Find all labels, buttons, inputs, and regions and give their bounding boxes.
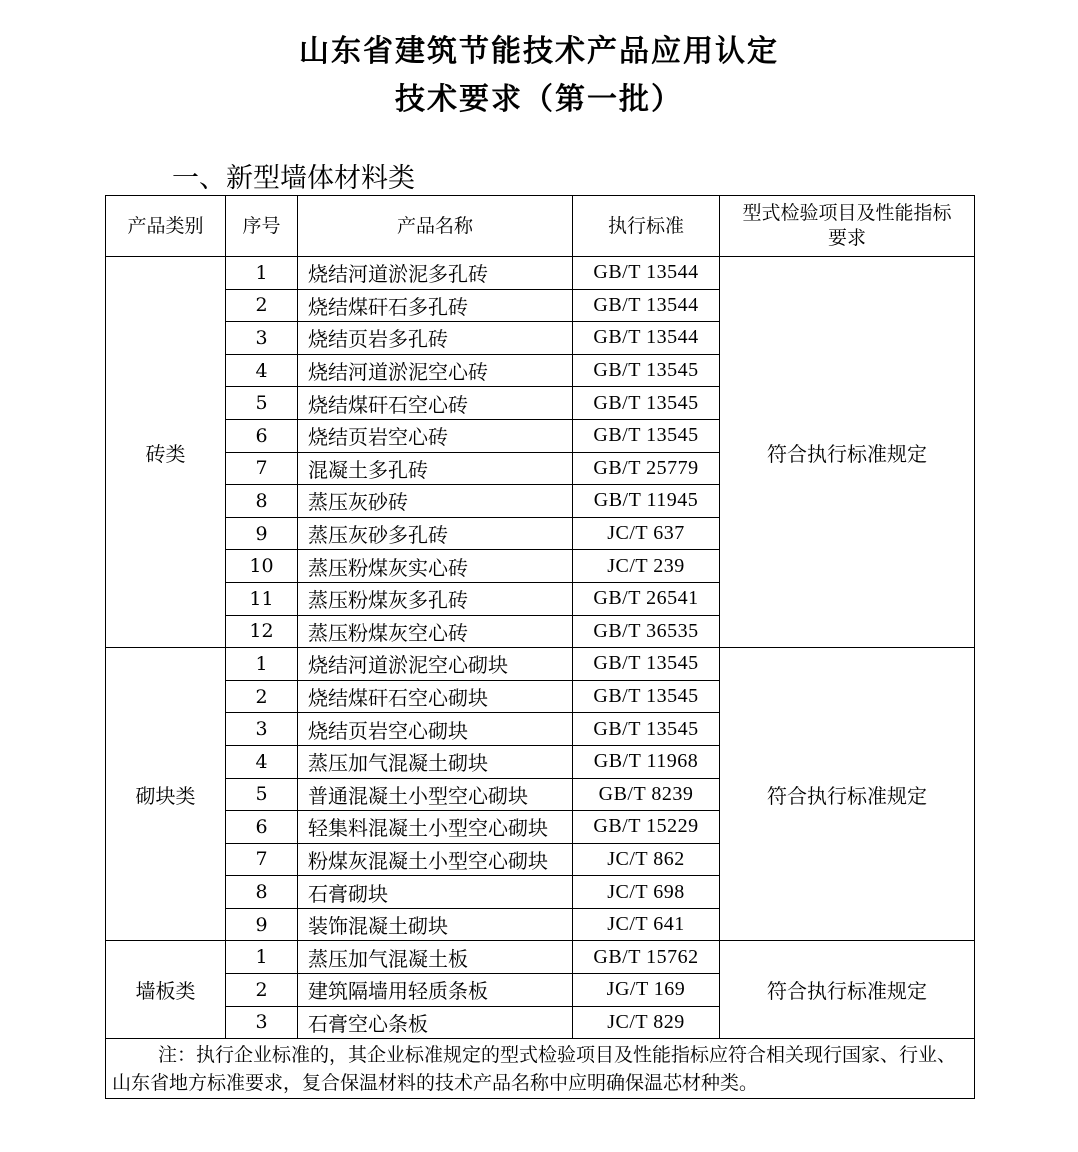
- number-cell: 1: [226, 941, 298, 974]
- note-row: [106, 1039, 975, 1099]
- standard-cell: JC/T 641: [573, 908, 720, 941]
- number-cell: 5: [226, 778, 298, 811]
- number-cell: 9: [226, 517, 298, 550]
- product-name-cell: 蒸压粉煤灰实心砖: [298, 550, 573, 583]
- header-number: 序号: [226, 196, 298, 257]
- table-row: [106, 257, 975, 290]
- standard-cell: GB/T 11945: [573, 485, 720, 518]
- standard-cell: GB/T 25779: [573, 452, 720, 485]
- product-name-cell: 烧结河道淤泥空心砌块: [298, 648, 573, 681]
- product-name-cell: 烧结页岩空心砖: [298, 419, 573, 452]
- standard-cell: GB/T 13545: [573, 354, 720, 387]
- product-table: [105, 195, 975, 1099]
- note-cell: [106, 1039, 975, 1099]
- product-name-cell: 混凝土多孔砖: [298, 452, 573, 485]
- product-name-cell: 装饰混凝土砌块: [298, 908, 573, 941]
- standard-cell: GB/T 11968: [573, 745, 720, 778]
- requirement-cell: 符合执行标准规定: [720, 648, 975, 941]
- header-requirement: 型式检验项目及性能指标要求: [720, 196, 975, 257]
- product-name-cell: 蒸压加气混凝土砌块: [298, 745, 573, 778]
- number-cell: 1: [226, 257, 298, 290]
- product-name-cell: 建筑隔墙用轻质条板: [298, 974, 573, 1007]
- product-name-cell: 轻集料混凝土小型空心砌块: [298, 811, 573, 844]
- table-header-row: [106, 196, 975, 257]
- note-text: 注：执行企业标准的，其企业标准规定的型式检验项目及性能指标应符合相关现行国家、行业、山东省地方标准要求，复合保温材料的技术产品名称中应明确保温芯材种类。: [112, 1044, 957, 1095]
- number-cell: 9: [226, 908, 298, 941]
- standard-cell: GB/T 13545: [573, 387, 720, 420]
- standard-cell: GB/T 26541: [573, 582, 720, 615]
- standard-cell: GB/T 13544: [573, 322, 720, 355]
- number-cell: 6: [226, 419, 298, 452]
- document-title-line2: 技术要求（第一批）: [395, 82, 683, 117]
- number-cell: 2: [226, 289, 298, 322]
- category-cell: 砖类: [106, 257, 226, 648]
- number-cell: 4: [226, 745, 298, 778]
- number-cell: 3: [226, 322, 298, 355]
- table-row: [106, 941, 975, 974]
- number-cell: 8: [226, 485, 298, 518]
- product-name-cell: 蒸压灰砂砖: [298, 485, 573, 518]
- standard-cell: JC/T 862: [573, 843, 720, 876]
- standard-cell: GB/T 13544: [573, 257, 720, 290]
- product-name-cell: 烧结页岩空心砌块: [298, 713, 573, 746]
- standard-cell: GB/T 13545: [573, 419, 720, 452]
- number-cell: 8: [226, 876, 298, 909]
- header-category: 产品类别: [106, 196, 226, 257]
- number-cell: 7: [226, 843, 298, 876]
- standard-cell: JC/T 829: [573, 1006, 720, 1039]
- number-cell: 2: [226, 680, 298, 713]
- product-name-cell: 蒸压加气混凝土板: [298, 941, 573, 974]
- number-cell: 3: [226, 1006, 298, 1039]
- category-cell: 墙板类: [106, 941, 226, 1039]
- product-name-cell: 普通混凝土小型空心砌块: [298, 778, 573, 811]
- header-standard: 执行标准: [573, 196, 720, 257]
- product-name-cell: 烧结煤矸石空心砌块: [298, 680, 573, 713]
- standard-cell: GB/T 15762: [573, 941, 720, 974]
- section-title: 一、新型墙体材料类: [172, 163, 415, 194]
- number-cell: 11: [226, 582, 298, 615]
- table-row: [106, 648, 975, 681]
- number-cell: 10: [226, 550, 298, 583]
- number-cell: 5: [226, 387, 298, 420]
- standard-cell: GB/T 13545: [573, 648, 720, 681]
- product-name-cell: 烧结页岩多孔砖: [298, 322, 573, 355]
- standard-cell: JC/T 239: [573, 550, 720, 583]
- standard-cell: GB/T 13545: [573, 713, 720, 746]
- product-name-cell: 烧结河道淤泥多孔砖: [298, 257, 573, 290]
- table-body: [106, 257, 975, 1099]
- number-cell: 4: [226, 354, 298, 387]
- number-cell: 2: [226, 974, 298, 1007]
- product-name-cell: 粉煤灰混凝土小型空心砌块: [298, 843, 573, 876]
- number-cell: 12: [226, 615, 298, 648]
- number-cell: 3: [226, 713, 298, 746]
- document-title-line1: 山东省建筑节能技术产品应用认定: [299, 34, 779, 69]
- product-name-cell: 蒸压粉煤灰多孔砖: [298, 582, 573, 615]
- product-name-cell: 烧结煤矸石空心砖: [298, 387, 573, 420]
- standard-cell: JC/T 637: [573, 517, 720, 550]
- requirement-cell: 符合执行标准规定: [720, 257, 975, 648]
- number-cell: 1: [226, 648, 298, 681]
- standard-cell: GB/T 13544: [573, 289, 720, 322]
- standard-cell: GB/T 8239: [573, 778, 720, 811]
- standard-cell: JG/T 169: [573, 974, 720, 1007]
- number-cell: 7: [226, 452, 298, 485]
- standard-cell: GB/T 13545: [573, 680, 720, 713]
- number-cell: 6: [226, 811, 298, 844]
- product-name-cell: 蒸压粉煤灰空心砖: [298, 615, 573, 648]
- standard-cell: GB/T 15229: [573, 811, 720, 844]
- standard-cell: JC/T 698: [573, 876, 720, 909]
- requirement-cell: 符合执行标准规定: [720, 941, 975, 1039]
- product-name-cell: 烧结煤矸石多孔砖: [298, 289, 573, 322]
- header-product-name: 产品名称: [298, 196, 573, 257]
- product-name-cell: 烧结河道淤泥空心砖: [298, 354, 573, 387]
- standard-cell: GB/T 36535: [573, 615, 720, 648]
- category-cell: 砌块类: [106, 648, 226, 941]
- product-name-cell: 蒸压灰砂多孔砖: [298, 517, 573, 550]
- product-name-cell: 石膏砌块: [298, 876, 573, 909]
- product-name-cell: 石膏空心条板: [298, 1006, 573, 1039]
